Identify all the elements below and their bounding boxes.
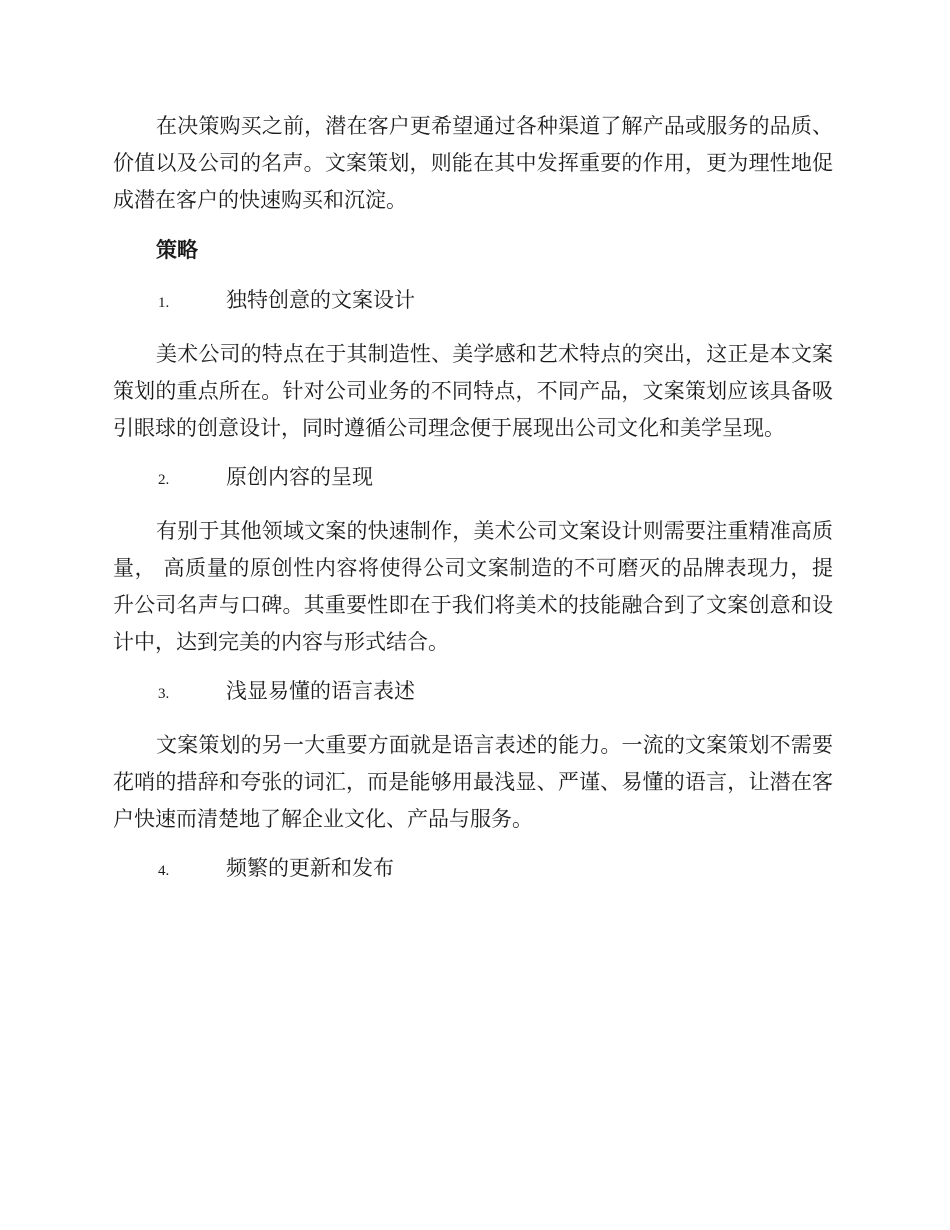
document-body <box>113 108 833 904</box>
list-item-1 <box>113 282 833 322</box>
list-number: 2. <box>158 472 170 488</box>
list-title: 独特创意的文案设计 <box>226 288 415 312</box>
item-2-paragraph: 有别于其他领域文案的快速制作，美术公司文案设计则需要注重精准高质量， 高质量的原创性内容将使得公司文案制造的不可磨灭的品牌表现力，提升公司名声与口碑。其重要性即在于我们将美术的技能融合到了文案创意和设计中，达到完美的内容与形式结合。 <box>113 519 833 654</box>
list-item-4 <box>113 850 833 890</box>
list-item-2 <box>113 459 833 499</box>
section-heading: 策略 <box>156 237 198 262</box>
intro-paragraph: 在决策购买之前，潜在客户更希望通过各种渠道了解产品或服务的品质、价值以及公司的名声。文案策划，则能在其中发挥重要的作用，更为理性地促成潜在客户的快速购买和沉淀。 <box>113 114 833 212</box>
list-item-3 <box>113 673 833 713</box>
item-1-paragraph: 美术公司的特点在于其制造性、美学感和艺术特点的突出，这正是本文案策划的重点所在。针对公司业务的不同特点，不同产品，文案策划应该具备吸引眼球的创意设计，同时遵循公司理念便于展现出公司文化和美学呈现。 <box>113 342 833 440</box>
list-title: 频繁的更新和发布 <box>226 856 394 880</box>
list-title: 原创内容的呈现 <box>226 465 373 489</box>
list-number: 3. <box>158 686 170 702</box>
list-title: 浅显易懂的语言表述 <box>226 679 415 703</box>
list-number: 1. <box>158 295 170 311</box>
list-number: 4. <box>158 863 170 879</box>
item-3-paragraph: 文案策划的另一大重要方面就是语言表述的能力。一流的文案策划不需要花哨的措辞和夸张的词汇，而是能够用最浅显、严谨、易懂的语言，让潜在客户快速而清楚地了解企业文化、产品与服务。 <box>113 733 833 831</box>
